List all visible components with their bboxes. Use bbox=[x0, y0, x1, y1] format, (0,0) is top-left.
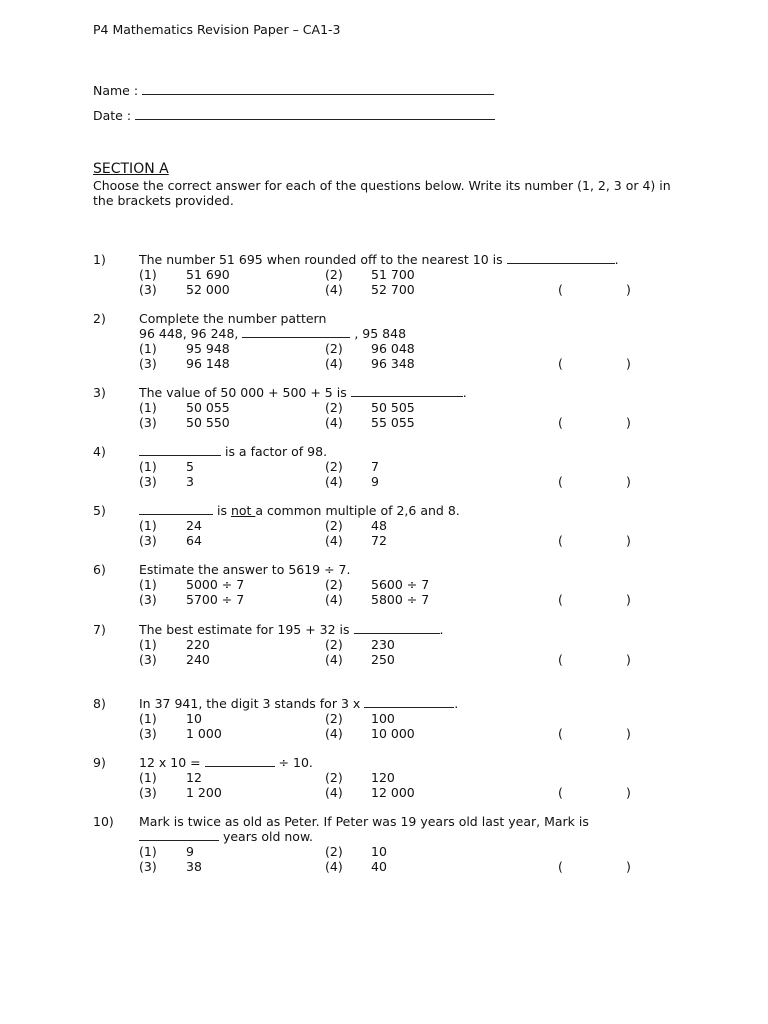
option-value: 10 bbox=[186, 711, 202, 726]
name-label: Name : bbox=[93, 83, 139, 98]
question-text bbox=[139, 696, 639, 711]
question-text-segment: Mark is twice as old as Peter. If Peter was 19 years old last year, Mark is bbox=[139, 814, 589, 829]
option-row bbox=[0, 267, 768, 282]
option-value: 1 000 bbox=[186, 726, 222, 741]
option-row bbox=[0, 652, 768, 667]
answer-blank[interactable] bbox=[351, 385, 463, 397]
question-number: 10) bbox=[93, 814, 114, 829]
answer-bracket-close: ) bbox=[626, 785, 631, 800]
answer-bracket-close: ) bbox=[626, 859, 631, 874]
question-text bbox=[139, 444, 639, 459]
option-code: (3) bbox=[139, 356, 157, 371]
answer-bracket-close: ) bbox=[626, 415, 631, 430]
option-row bbox=[0, 459, 768, 474]
option-row bbox=[0, 859, 768, 874]
question-text-segment: years old now. bbox=[219, 829, 313, 844]
question-text bbox=[139, 622, 639, 637]
option-value: 9 bbox=[186, 844, 194, 859]
option-code: (3) bbox=[139, 652, 157, 667]
option-value: 64 bbox=[186, 533, 202, 548]
option-code: (1) bbox=[139, 267, 157, 282]
question-text bbox=[139, 326, 639, 341]
option-value: 12 bbox=[186, 770, 202, 785]
option-value: 96 148 bbox=[186, 356, 230, 371]
option-code: (3) bbox=[139, 785, 157, 800]
option-row bbox=[0, 770, 768, 785]
option-value: 5800 ÷ 7 bbox=[371, 592, 430, 607]
answer-bracket-close: ) bbox=[626, 282, 631, 297]
option-value: 40 bbox=[371, 859, 387, 874]
question-number: 5) bbox=[93, 503, 106, 518]
option-row bbox=[0, 356, 768, 371]
question-number: 4) bbox=[93, 444, 106, 459]
answer-bracket-open[interactable]: ( bbox=[558, 785, 563, 800]
question-text bbox=[139, 829, 639, 844]
answer-blank[interactable] bbox=[139, 829, 219, 841]
option-code: (4) bbox=[325, 785, 343, 800]
option-row bbox=[0, 400, 768, 415]
option-row bbox=[0, 415, 768, 430]
answer-bracket-close: ) bbox=[626, 592, 631, 607]
option-value: 5600 ÷ 7 bbox=[371, 577, 430, 592]
option-code: (2) bbox=[325, 518, 343, 533]
option-value: 5 bbox=[186, 459, 194, 474]
option-code: (3) bbox=[139, 859, 157, 874]
date-field bbox=[93, 107, 495, 123]
question-text-segment: , 95 848 bbox=[350, 326, 407, 341]
option-value: 96 348 bbox=[371, 356, 415, 371]
option-value: 55 055 bbox=[371, 415, 415, 430]
paper-title: P4 Mathematics Revision Paper – CA1-3 bbox=[93, 22, 341, 37]
emphasis-text: not bbox=[230, 503, 256, 518]
option-row bbox=[0, 711, 768, 726]
option-value: 96 048 bbox=[371, 341, 415, 356]
question-text bbox=[139, 252, 639, 267]
option-value: 240 bbox=[186, 652, 210, 667]
answer-bracket-open[interactable]: ( bbox=[558, 652, 563, 667]
option-value: 50 505 bbox=[371, 400, 415, 415]
option-value: 120 bbox=[371, 770, 395, 785]
option-code: (3) bbox=[139, 533, 157, 548]
option-row bbox=[0, 637, 768, 652]
option-code: (2) bbox=[325, 577, 343, 592]
option-code: (4) bbox=[325, 474, 343, 489]
question-number: 9) bbox=[93, 755, 106, 770]
option-row bbox=[0, 474, 768, 489]
option-value: 10 bbox=[371, 844, 387, 859]
question-text-segment: The best estimate for 195 + 32 is bbox=[139, 622, 354, 637]
option-code: (3) bbox=[139, 282, 157, 297]
option-value: 250 bbox=[371, 652, 395, 667]
question-number: 8) bbox=[93, 696, 106, 711]
option-value: 100 bbox=[371, 711, 395, 726]
option-code: (2) bbox=[325, 267, 343, 282]
answer-bracket-open[interactable]: ( bbox=[558, 592, 563, 607]
option-code: (4) bbox=[325, 356, 343, 371]
question-text-segment: Complete the number pattern bbox=[139, 311, 327, 326]
option-value: 51 690 bbox=[186, 267, 230, 282]
answer-bracket-open[interactable]: ( bbox=[558, 474, 563, 489]
question-text-segment: Estimate the answer to 5619 ÷ 7. bbox=[139, 562, 351, 577]
option-code: (1) bbox=[139, 770, 157, 785]
option-code: (1) bbox=[139, 459, 157, 474]
question-text-segment: is a factor of 98. bbox=[221, 444, 328, 459]
answer-bracket-close: ) bbox=[626, 474, 631, 489]
question-number: 2) bbox=[93, 311, 106, 326]
option-value: 48 bbox=[371, 518, 387, 533]
option-value: 52 000 bbox=[186, 282, 230, 297]
name-field bbox=[93, 82, 494, 98]
option-code: (4) bbox=[325, 652, 343, 667]
answer-blank[interactable] bbox=[354, 622, 440, 634]
option-code: (4) bbox=[325, 533, 343, 548]
answer-bracket-open[interactable]: ( bbox=[558, 415, 563, 430]
option-code: (1) bbox=[139, 400, 157, 415]
option-code: (3) bbox=[139, 415, 157, 430]
question-text-segment: . bbox=[454, 696, 459, 711]
answer-bracket-open[interactable]: ( bbox=[558, 726, 563, 741]
section-title: SECTION A bbox=[93, 161, 169, 177]
question-text-segment: ÷ 10. bbox=[274, 755, 313, 770]
option-value: 12 000 bbox=[371, 785, 415, 800]
question-text-segment: The value of 50 000 + 500 + 5 is bbox=[139, 385, 351, 400]
question-text bbox=[139, 755, 639, 770]
option-code: (1) bbox=[139, 577, 157, 592]
option-code: (1) bbox=[139, 711, 157, 726]
option-value: 5000 ÷ 7 bbox=[186, 577, 245, 592]
answer-bracket-open[interactable]: ( bbox=[558, 859, 563, 874]
question-number: 1) bbox=[93, 252, 106, 267]
question-text-segment: is bbox=[213, 503, 231, 518]
name-write-line[interactable] bbox=[142, 82, 494, 95]
option-value: 50 055 bbox=[186, 400, 230, 415]
option-value: 5700 ÷ 7 bbox=[186, 592, 245, 607]
option-code: (4) bbox=[325, 726, 343, 741]
question-text-segment: In 37 941, the digit 3 stands for 3 x bbox=[139, 696, 365, 711]
question-text bbox=[139, 385, 639, 400]
option-value: 52 700 bbox=[371, 282, 415, 297]
option-code: (3) bbox=[139, 474, 157, 489]
answer-bracket-close: ) bbox=[626, 726, 631, 741]
option-code: (1) bbox=[139, 518, 157, 533]
question-text-segment: 96 448, 96 248, bbox=[139, 326, 243, 341]
option-row bbox=[0, 726, 768, 741]
answer-bracket-open[interactable]: ( bbox=[558, 533, 563, 548]
question-number: 6) bbox=[93, 562, 106, 577]
answer-bracket-close: ) bbox=[626, 356, 631, 371]
option-row bbox=[0, 282, 768, 297]
option-value: 95 948 bbox=[186, 341, 230, 356]
option-code: (3) bbox=[139, 726, 157, 741]
option-row bbox=[0, 844, 768, 859]
option-code: (4) bbox=[325, 415, 343, 430]
answer-bracket-open[interactable]: ( bbox=[558, 356, 563, 371]
question-text bbox=[139, 311, 639, 326]
option-code: (1) bbox=[139, 341, 157, 356]
question-text bbox=[139, 503, 639, 518]
option-code: (4) bbox=[325, 282, 343, 297]
option-code: (2) bbox=[325, 637, 343, 652]
option-code: (4) bbox=[325, 859, 343, 874]
option-code: (2) bbox=[325, 459, 343, 474]
question-text-segment: . bbox=[614, 252, 619, 267]
option-code: (3) bbox=[139, 592, 157, 607]
question-text bbox=[139, 814, 639, 829]
option-row bbox=[0, 533, 768, 548]
option-value: 230 bbox=[371, 637, 395, 652]
option-row bbox=[0, 785, 768, 800]
option-code: (1) bbox=[139, 844, 157, 859]
question-text-segment: The number 51 695 when rounded off to the nearest 10 is bbox=[139, 252, 507, 267]
option-value: 7 bbox=[371, 459, 379, 474]
option-code: (2) bbox=[325, 770, 343, 785]
option-row bbox=[0, 577, 768, 592]
answer-blank[interactable] bbox=[139, 444, 221, 456]
option-value: 1 200 bbox=[186, 785, 222, 800]
option-row bbox=[0, 592, 768, 607]
option-row bbox=[0, 518, 768, 533]
answer-bracket-close: ) bbox=[626, 652, 631, 667]
option-value: 38 bbox=[186, 859, 202, 874]
question-number: 7) bbox=[93, 622, 106, 637]
question-text bbox=[139, 562, 639, 577]
option-code: (2) bbox=[325, 341, 343, 356]
option-code: (2) bbox=[325, 711, 343, 726]
answer-blank[interactable] bbox=[507, 252, 615, 264]
answer-blank[interactable] bbox=[242, 326, 350, 338]
question-text-segment: . bbox=[462, 385, 467, 400]
section-instructions: Choose the correct answer for each of the questions below. Write its number (1, 2, 3 or 4) in the brackets provided. bbox=[93, 178, 671, 208]
option-value: 72 bbox=[371, 533, 387, 548]
question-number: 3) bbox=[93, 385, 106, 400]
answer-bracket-close: ) bbox=[626, 533, 631, 548]
option-value: 3 bbox=[186, 474, 194, 489]
option-row bbox=[0, 341, 768, 356]
option-value: 50 550 bbox=[186, 415, 230, 430]
option-value: 10 000 bbox=[371, 726, 415, 741]
option-code: (4) bbox=[325, 592, 343, 607]
option-code: (1) bbox=[139, 637, 157, 652]
option-value: 24 bbox=[186, 518, 202, 533]
question-text-segment: . bbox=[439, 622, 444, 637]
option-value: 9 bbox=[371, 474, 379, 489]
option-code: (2) bbox=[325, 844, 343, 859]
date-write-line[interactable] bbox=[135, 107, 495, 120]
option-value: 220 bbox=[186, 637, 210, 652]
question-text-segment: a common multiple of 2,6 and 8. bbox=[255, 503, 460, 518]
answer-bracket-open[interactable]: ( bbox=[558, 282, 563, 297]
option-value: 51 700 bbox=[371, 267, 415, 282]
question-text-segment: 12 x 10 = bbox=[139, 755, 205, 770]
answer-blank[interactable] bbox=[139, 503, 213, 515]
answer-blank[interactable] bbox=[364, 696, 454, 708]
date-label: Date : bbox=[93, 108, 132, 123]
answer-blank[interactable] bbox=[205, 755, 275, 767]
option-code: (2) bbox=[325, 400, 343, 415]
